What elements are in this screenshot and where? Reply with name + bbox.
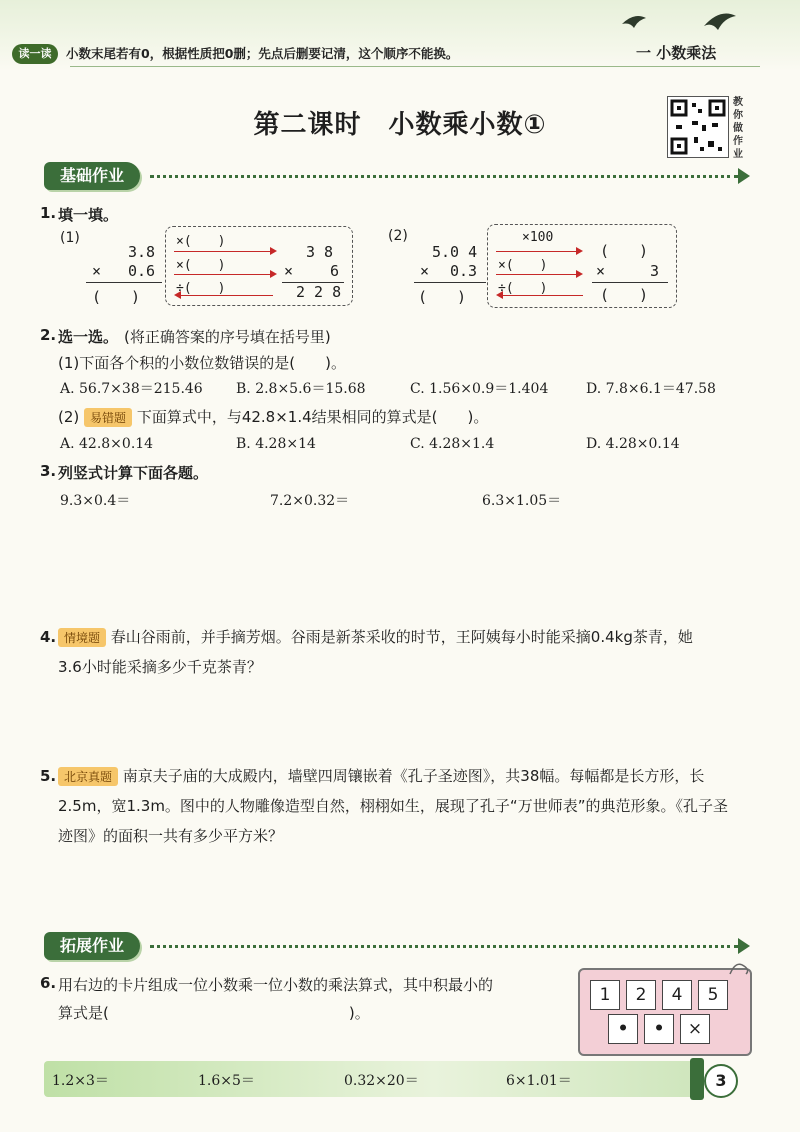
- q4-line2: 3.6小时能采摘多少千克茶青？: [58, 658, 262, 676]
- q2-sub2-option-a: A. 42.8×0.14: [60, 436, 154, 452]
- card-digit-1[interactable]: 1: [590, 980, 620, 1010]
- qr-caption: 教 你 做 作 业: [733, 97, 743, 160]
- q4-number: 4.: [40, 628, 57, 646]
- card-decimal-point-2[interactable]: •: [644, 1014, 674, 1044]
- arrow-right-icon: [738, 168, 750, 184]
- q3-item-2: 7.2×0.32＝: [270, 493, 350, 509]
- section-extended-header: [44, 932, 750, 962]
- q2-sub2-option-d: D. 4.28×0.14: [586, 436, 680, 452]
- q2-sub1-option-d: D. 7.8×6.1＝47.58: [586, 381, 716, 397]
- q1-p1-answer-blank[interactable]: ( ): [92, 288, 141, 306]
- footer-item-4: 6×1.01＝: [506, 1073, 572, 1089]
- q2-sub1-option-a: A. 56.7×38＝215.46: [60, 381, 203, 397]
- q1-p1-label: (1): [60, 230, 80, 246]
- card-multiply-sign[interactable]: ×: [680, 1014, 710, 1044]
- q6-line2: 算式是( )。: [58, 1004, 370, 1022]
- card-digit-2[interactable]: 2: [626, 980, 656, 1010]
- card-digit-4[interactable]: 4: [662, 980, 692, 1010]
- q1-p1-times: ×: [92, 262, 102, 280]
- q1-p2-right-mid: 3: [650, 262, 660, 280]
- tip-text: 小数末尾若有0，根据性质把0删；先点后删要记清，这个顺序不能换。: [66, 46, 459, 61]
- arrow-left-icon: [496, 291, 503, 299]
- footer-item-2: 1.6×5＝: [198, 1073, 255, 1089]
- q4-line1: 情境题 春山谷雨前，并手摘芳烟。谷雨是新茶采收的时节，王阿姨每小时能采摘0.4kg茶青，她: [58, 626, 693, 647]
- read-badge: 读一读: [12, 44, 58, 64]
- q6-number: 6.: [40, 974, 57, 992]
- q3-item-1: 9.3×0.4＝: [60, 493, 131, 509]
- card-digit-5[interactable]: 5: [698, 980, 728, 1010]
- q1-p2-times: ×: [420, 262, 430, 280]
- q5-line3: 迹图》的面积一共有多少平方米？: [58, 827, 284, 845]
- q1-p2-right-top[interactable]: ( ): [600, 242, 649, 260]
- unit-title: 一 小数乘法: [636, 44, 717, 62]
- arrow-right-icon: [576, 247, 583, 255]
- q1-p2-op1: ×100: [522, 230, 554, 245]
- q2-sub1-option-c: C. 1.56×0.9＝1.404: [410, 381, 549, 397]
- q3-number: 3.: [40, 462, 57, 480]
- q2-title: 选一选。: [58, 328, 119, 346]
- q1-p2-right-bottom[interactable]: ( ): [600, 286, 649, 304]
- q1-p2-answer-blank[interactable]: ( ): [418, 288, 467, 306]
- q2-sub2-option-c: C. 4.28×1.4: [410, 436, 495, 452]
- q1-number: 1.: [40, 204, 57, 222]
- q1-p1-op2[interactable]: ×( ): [176, 258, 226, 273]
- q5-tag-beijing: 北京真题: [58, 767, 118, 786]
- footer-item-1: 1.2×3＝: [52, 1073, 109, 1089]
- header-divider: [70, 66, 760, 67]
- arrow-right-icon: [738, 938, 750, 954]
- footer-item-3: 0.32×20＝: [344, 1073, 419, 1089]
- q1-p1-op3[interactable]: ÷( ): [176, 281, 226, 296]
- q2-sub2-option-b: B. 4.28×14: [236, 436, 316, 452]
- q1-p2-op3[interactable]: ÷( ): [498, 281, 548, 296]
- q1-p1-right-bottom: 2 2 8: [296, 283, 342, 301]
- arrow-right-icon: [270, 270, 277, 278]
- q5-line2: 2.5m，宽1.3m。图中的人物雕像造型自然，栩栩如生，展现了孔子“万世师表”的典范形象。《孔子圣: [58, 797, 728, 815]
- q2-tag-error-prone: 易错题: [84, 408, 132, 427]
- arrow-left-icon: [174, 291, 181, 299]
- q1-p2-label: (2): [388, 228, 408, 244]
- q2-sub1-text: (1)下面各个积的小数位数错误的是( )。: [58, 354, 346, 372]
- section-basic-header: [44, 162, 750, 192]
- q2-number: 2.: [40, 326, 57, 344]
- hanger-icon: [726, 958, 754, 978]
- page-tab: [690, 1058, 704, 1100]
- q3-title: 列竖式计算下面各题。: [58, 464, 209, 482]
- section-basic-title: 基础作业: [44, 162, 140, 190]
- q2-hint: (将正确答案的序号填在括号里): [124, 328, 331, 346]
- qr-code-icon[interactable]: [667, 96, 729, 158]
- q5-line1: 北京真题 南京夫子庙的大成殿内，墙壁四周镶嵌着《孔子圣迹图》，共38幅。每幅都是长方形，长: [58, 765, 704, 786]
- q4-tag-context: 情境题: [58, 628, 106, 647]
- q3-item-3: 6.3×1.05＝: [482, 493, 562, 509]
- section-extended-title: 拓展作业: [44, 932, 140, 960]
- arrow-right-icon: [576, 270, 583, 278]
- arrow-right-icon: [270, 247, 277, 255]
- q1-p2-mid: 0.3: [450, 262, 478, 280]
- q2-sub2: (2) 易错题 下面算式中，与42.8×1.4结果相同的算式是( )。: [58, 408, 489, 426]
- page-number: 3: [704, 1064, 738, 1098]
- card-decimal-point-1[interactable]: •: [608, 1014, 638, 1044]
- q1-p1-op1[interactable]: ×( ): [176, 234, 226, 249]
- q1-p1-top: 3.8: [128, 243, 156, 261]
- swallow-icon: [612, 4, 752, 38]
- q6-line1: 用右边的卡片组成一位小数乘一位小数的乘法算式，其中积最小的: [58, 976, 494, 994]
- q1-p2-top: 5.0 4: [432, 243, 478, 261]
- q1-p1-mid: 0.6: [128, 262, 156, 280]
- q1-p2-op2[interactable]: ×( ): [498, 258, 548, 273]
- q1-p1-right-mid: 6: [330, 262, 340, 280]
- q5-number: 5.: [40, 767, 57, 785]
- q1-p1-right-top: 3 8: [306, 243, 334, 261]
- q2-sub1-option-b: B. 2.8×5.6＝15.68: [236, 381, 366, 397]
- lesson-title: 第二课时 小数乘小数①: [253, 110, 547, 140]
- q1-title: 填一填。: [58, 206, 119, 224]
